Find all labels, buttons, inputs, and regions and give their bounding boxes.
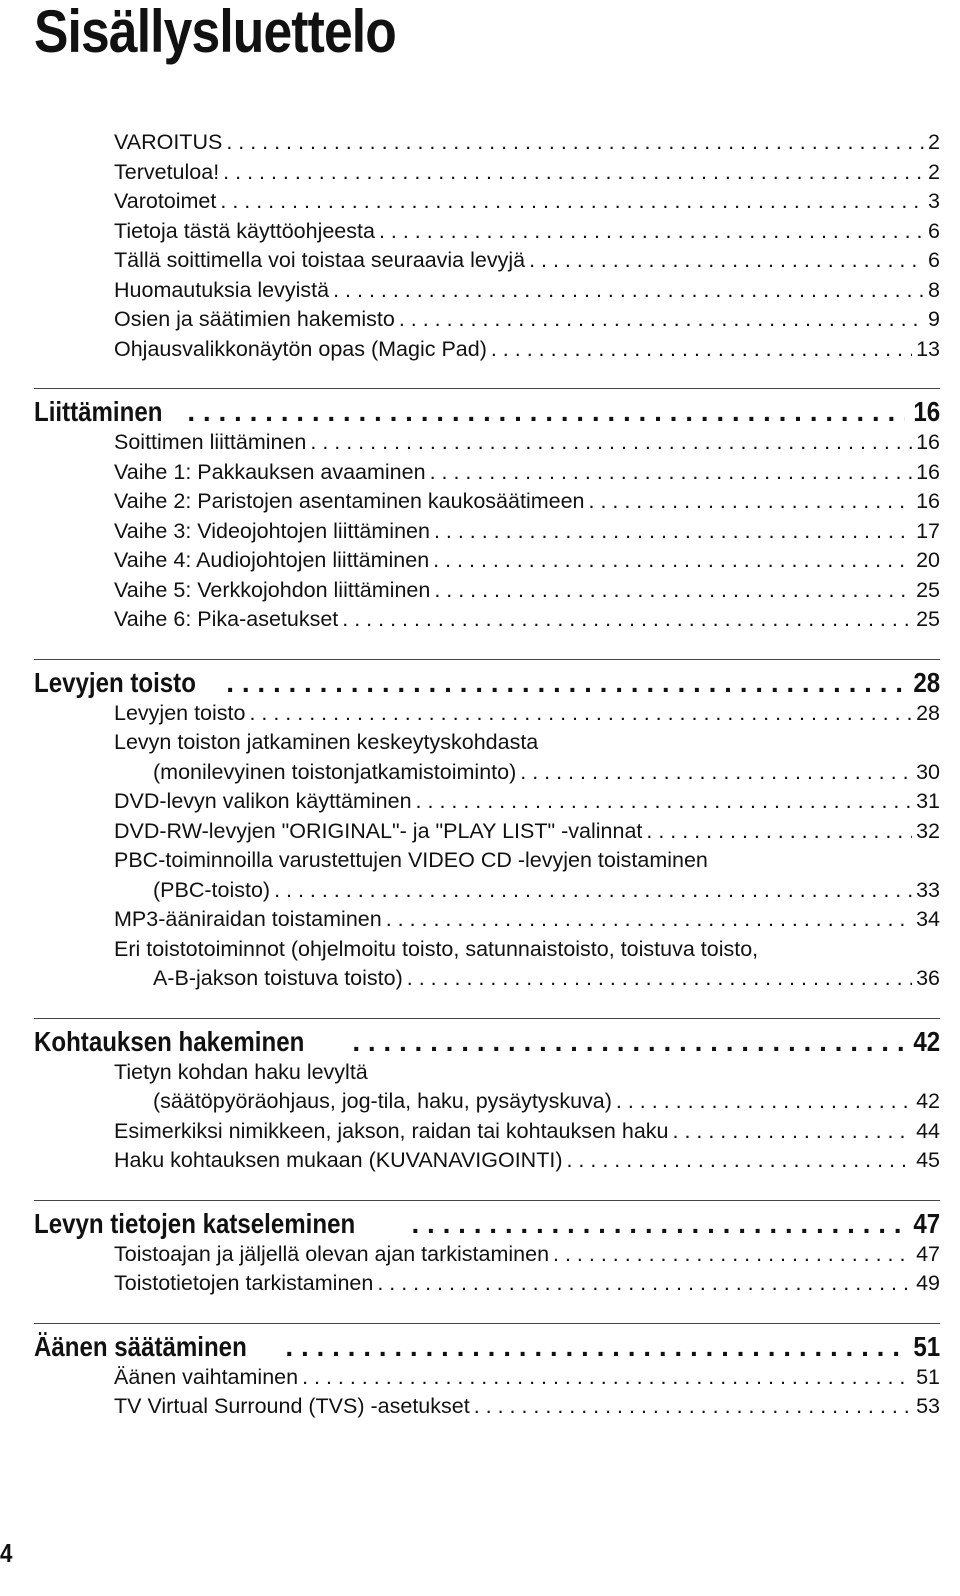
toc-section-page: 47 (913, 1207, 940, 1239)
toc-entry-page: 25 (916, 577, 940, 602)
toc-entry (114, 428, 940, 456)
dot-leader (529, 246, 924, 274)
toc-entry-page: 34 (916, 907, 940, 931)
toc-entry (114, 905, 940, 933)
toc-entry (114, 517, 940, 545)
toc-section-heading (34, 665, 940, 701)
section-divider (34, 1323, 940, 1324)
toc-entry (114, 1240, 940, 1268)
toc-entry-line (114, 1058, 940, 1086)
dot-leader (220, 187, 924, 215)
toc-entry-page: 47 (916, 1241, 940, 1266)
toc-entry-title: Osien ja säätimien hakemisto (114, 307, 395, 331)
dot-leader (553, 1240, 912, 1268)
dot-leader (377, 1269, 912, 1297)
toc-entry (114, 1392, 940, 1420)
toc-entry-title: Levyn toiston jatkaminen keskeytyskohdasta (114, 730, 539, 754)
toc-entry-title: DVD-RW-levyjen "ORIGINAL"- ja "PLAY LIST" -valinnat (114, 818, 643, 843)
toc-entry-page: 6 (928, 218, 940, 243)
toc-entry (114, 217, 940, 245)
toc-entry (114, 305, 940, 333)
toc-section-page: 51 (913, 1330, 940, 1362)
toc-entry (114, 576, 940, 604)
toc-section-page: 16 (913, 396, 940, 427)
dot-leader (434, 517, 912, 545)
toc-entry-page: 17 (916, 518, 940, 543)
dot-leader (411, 1206, 904, 1242)
toc-entry-title-continued: (säätöpyöräohjaus, jog-tila, haku, pysäytyskuva) (153, 1089, 612, 1113)
toc-entry-title: Toistoajan ja jäljellä olevan ajan tarkistaminen (114, 1241, 550, 1266)
toc-entry-title: Tietoja tästä käyttöohjeesta (114, 218, 375, 243)
toc-entry-line (114, 728, 940, 756)
toc-entry-title: Ohjausvalikkonäytön opas (Magic Pad) (114, 336, 487, 361)
toc-entry-title: DVD-levyn valikon käyttäminen (114, 789, 412, 813)
dot-leader (226, 128, 924, 156)
dot-leader (646, 817, 912, 845)
toc-entry-title: Eri toistotoiminnot (ohjelmoitu toisto, satunnaistoisto, toistuva toisto, (114, 936, 759, 961)
toc-entry-page: 2 (928, 130, 940, 154)
toc-entry (153, 758, 940, 786)
page-title: Sisällysluettelo (34, 0, 396, 65)
toc-entry-title: Huomautuksia levyistä (114, 277, 330, 302)
toc-entry-title-continued: A-B-jakson toistuva toisto) (153, 966, 403, 990)
toc-entry-page: 53 (916, 1394, 940, 1418)
dot-leader (433, 546, 912, 574)
toc-entry-title: Toistotietojen tarkistaminen (114, 1271, 374, 1295)
toc-entry-page: 31 (916, 789, 940, 813)
dot-leader (352, 1024, 905, 1060)
toc-entry-page: 16 (916, 459, 940, 484)
toc-entry (114, 335, 940, 363)
toc-entry-page: 33 (916, 877, 940, 902)
toc-entry (153, 1087, 940, 1115)
dot-leader (249, 699, 912, 727)
toc-entry-page: 6 (928, 248, 940, 272)
toc-section-title: Liittäminen (34, 396, 163, 427)
toc-entry-title: Vaihe 2: Paristojen asentaminen kaukosäätimeen (114, 489, 585, 513)
toc-entry (114, 605, 940, 633)
toc-section-title: Kohtauksen hakeminen (34, 1025, 305, 1057)
dot-leader (673, 1117, 913, 1145)
toc-entry-page: 16 (916, 489, 940, 513)
toc-entry (114, 487, 940, 515)
toc-section-heading (34, 1024, 940, 1060)
toc-section-title: Levyn tietojen katseleminen (34, 1207, 356, 1239)
toc-entry (114, 246, 940, 274)
toc-section-heading (34, 1329, 940, 1365)
toc-entry-page: 49 (916, 1271, 940, 1295)
dot-leader (616, 1087, 912, 1115)
toc-entry (114, 699, 940, 727)
toc-entry (114, 128, 940, 156)
toc-entry (114, 458, 940, 486)
section-divider (34, 659, 940, 660)
dot-leader (434, 576, 912, 604)
toc-entry-page: 2 (928, 159, 940, 184)
toc-entry-page: 20 (916, 548, 940, 572)
toc-entry (153, 964, 940, 992)
toc-entry (114, 187, 940, 215)
toc-entry-title: Varotoimet (114, 189, 217, 213)
dot-leader (491, 335, 912, 363)
toc-entry-page: 16 (916, 430, 940, 454)
toc-entry-title: Vaihe 5: Verkkojohdon liittäminen (114, 577, 431, 602)
toc-entry (114, 276, 940, 304)
dot-leader (226, 665, 905, 701)
dot-leader (474, 1392, 912, 1420)
dot-leader (342, 605, 912, 633)
toc-entry-page: 32 (916, 818, 940, 843)
dot-leader (386, 905, 912, 933)
toc-entry-page: 3 (928, 189, 940, 213)
toc-section-title: Levyjen toisto (34, 666, 196, 698)
dot-leader (285, 1329, 904, 1365)
toc-entry-title: TV Virtual Surround (TVS) -asetukset (114, 1394, 470, 1418)
dot-leader (223, 158, 924, 186)
dot-leader (333, 276, 924, 304)
toc-entry-page: 45 (916, 1148, 940, 1172)
dot-leader (416, 787, 913, 815)
toc-entry-title-continued: (PBC-toisto) (153, 877, 271, 902)
toc-entry (114, 158, 940, 186)
toc-entry-title: PBC-toiminnoilla varustettujen VIDEO CD -levyjen toistaminen (114, 848, 708, 872)
toc-entry-title: VAROITUS (114, 130, 223, 154)
toc-entry-title: Soittimen liittäminen (114, 430, 307, 454)
dot-leader (399, 305, 924, 333)
dot-leader (407, 964, 912, 992)
toc-entry-title: Vaihe 3: Videojohtojen liittäminen (114, 518, 430, 543)
toc-entry (114, 787, 940, 815)
toc-entry-title: Tällä soittimella voi toistaa seuraavia levyjä (114, 248, 526, 272)
toc-entry-page: 51 (916, 1364, 940, 1389)
toc-entry-title-continued: (monilevyinen toistonjatkamistoiminto) (153, 759, 517, 784)
dot-leader (187, 394, 905, 430)
toc-entry-line (114, 935, 940, 963)
toc-entry (114, 1146, 940, 1174)
toc-section-title: Äänen säätäminen (34, 1330, 247, 1362)
toc-entry-page: 42 (916, 1089, 940, 1113)
dot-leader (430, 458, 913, 486)
toc-entry (114, 1269, 940, 1297)
toc-section-page: 28 (913, 666, 940, 698)
toc-entry-title: Tietyn kohdan haku levyltä (114, 1059, 368, 1084)
dot-leader (520, 758, 912, 786)
toc-entry (114, 817, 940, 845)
dot-leader (302, 1363, 912, 1391)
toc-entry-title: Äänen vaihtaminen (114, 1364, 299, 1389)
toc-entry-page: 28 (916, 700, 940, 725)
dot-leader (589, 487, 913, 515)
toc-entry (153, 876, 940, 904)
dot-leader (310, 428, 912, 456)
toc-section-page: 42 (913, 1025, 940, 1057)
toc-entry-page: 25 (916, 607, 940, 631)
toc-entry-page: 36 (916, 966, 940, 990)
section-divider (34, 1200, 940, 1201)
toc-entry (114, 546, 940, 574)
toc-section-heading (34, 394, 940, 430)
toc-entry-page: 13 (916, 336, 940, 361)
toc-entry-title: Tervetuloa! (114, 159, 220, 184)
toc-entry-title: Esimerkiksi nimikkeen, jakson, raidan tai kohtauksen haku (114, 1118, 669, 1143)
toc-entry-title: Vaihe 4: Audiojohtojen liittäminen (114, 548, 430, 572)
dot-leader (379, 217, 924, 245)
toc-entry-title: Vaihe 1: Pakkauksen avaaminen (114, 459, 426, 484)
toc-entry (114, 1117, 940, 1145)
section-divider (34, 1018, 940, 1019)
section-divider (34, 388, 940, 389)
toc-entry-page: 30 (916, 759, 940, 784)
toc-entry-line (114, 846, 940, 874)
toc-entry-title: MP3-ääniraidan toistaminen (114, 907, 382, 931)
toc-entry-title: Vaihe 6: Pika-asetukset (114, 607, 339, 631)
page-number: 4 (0, 1538, 13, 1568)
toc-entry-page: 8 (928, 277, 940, 302)
dot-leader (566, 1146, 912, 1174)
dot-leader (274, 876, 912, 904)
toc-entry-page: 44 (916, 1118, 940, 1143)
toc-section-heading (34, 1206, 940, 1242)
toc-entry-page: 9 (928, 307, 940, 331)
toc-entry-title: Levyjen toisto (114, 700, 246, 725)
toc-entry (114, 1363, 940, 1391)
toc-entry-title: Haku kohtauksen mukaan (KUVANAVIGOINTI) (114, 1148, 563, 1172)
